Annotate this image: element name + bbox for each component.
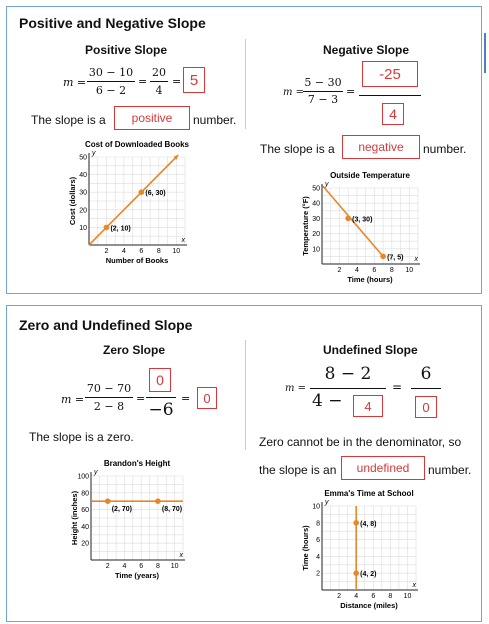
- equals-sign: =: [181, 392, 191, 405]
- slope-answer-box: 0: [197, 387, 217, 409]
- y-tick-label: 100: [77, 473, 89, 481]
- denominator-answer-box: 4: [353, 395, 383, 417]
- y-axis-label: Cost (dollars): [68, 176, 77, 226]
- fraction-numerator: 20: [152, 66, 166, 79]
- school-time-chart: [292, 486, 424, 616]
- fraction-denominator: 4 −: [312, 391, 343, 411]
- fraction-numerator: 70 − 70: [86, 382, 132, 395]
- x-tick-label: 2: [337, 267, 342, 274]
- page-edge-marker: [484, 33, 486, 73]
- y-tick-label: 20: [81, 540, 89, 548]
- y-axis-letter: y: [92, 150, 96, 157]
- x-tick-label: 10: [170, 563, 179, 570]
- fraction-numerator: 5 − 30: [304, 76, 342, 89]
- y-tick-label: 60: [81, 507, 89, 515]
- zero-undefined-panel: [6, 305, 482, 622]
- data-point-label: (7, 5): [387, 254, 404, 262]
- y-tick-label: 40: [81, 523, 89, 531]
- x-tick-label: 10: [403, 593, 412, 600]
- fraction-bar: [303, 91, 343, 92]
- fraction-bar: [146, 397, 176, 398]
- y-tick-label: 4: [316, 553, 320, 561]
- fraction-bar: [359, 95, 421, 96]
- x-tick-label: 4: [121, 248, 126, 255]
- x-tick-label: 10: [405, 267, 414, 274]
- data-point: [105, 498, 111, 504]
- y-axis-label: Temperature (°F): [301, 196, 310, 256]
- sentence-start: the slope is an: [259, 463, 337, 477]
- data-point-label: (2, 70): [111, 506, 132, 514]
- zero-sentence: The slope is a zero.: [29, 430, 134, 444]
- fraction-bar: [85, 397, 133, 398]
- y-tick-label: 30: [79, 189, 87, 197]
- positive-slope-heading: Positive Slope: [85, 43, 168, 57]
- fraction-bar: [87, 81, 135, 82]
- y-tick-label: 30: [312, 215, 320, 223]
- y-axis-letter: y: [325, 181, 329, 188]
- y-tick-label: 10: [79, 224, 87, 232]
- data-point: [155, 498, 161, 504]
- x-tick-label: 6: [372, 267, 377, 274]
- m-label: m =: [285, 383, 307, 394]
- panel-title: Positive and Negative Slope: [19, 15, 206, 31]
- y-tick-label: 40: [312, 200, 320, 208]
- y-tick-label: 20: [79, 207, 87, 215]
- fraction-denominator: 2 − 8: [93, 400, 125, 413]
- x-axis-label: Time (hours): [347, 275, 393, 284]
- chart-title: Outside Temperature: [330, 171, 410, 180]
- fraction-bar: [310, 388, 386, 389]
- positive-answer-box: positive: [114, 106, 190, 130]
- height-chart: [61, 454, 191, 588]
- y-tick-label: 10: [312, 503, 320, 511]
- x-axis-letter: x: [181, 237, 185, 244]
- x-tick-label: 2: [104, 248, 109, 255]
- negative-answer-box: negative: [342, 135, 420, 159]
- data-point: [345, 216, 351, 222]
- y-tick-label: 20: [312, 231, 320, 239]
- x-tick-label: 4: [354, 593, 359, 600]
- x-tick-label: 4: [354, 267, 359, 274]
- undefined-sentence: Zero cannot be in the denominator, so: [259, 435, 462, 449]
- x-tick-label: 8: [388, 593, 393, 600]
- denominator-answer-box: 4: [382, 103, 404, 125]
- y-tick-label: 10: [312, 246, 320, 254]
- fraction-denominator: 4: [155, 84, 163, 97]
- y-tick-label: 8: [316, 520, 320, 528]
- m-label: m =: [63, 76, 87, 89]
- x-tick-label: 8: [155, 563, 160, 570]
- data-point-label: (4, 8): [360, 520, 377, 528]
- sentence-start: The slope is a: [260, 142, 335, 156]
- x-tick-label: 8: [156, 248, 161, 255]
- chart-title: Brandon's Height: [103, 459, 171, 468]
- m-label: m =: [61, 393, 85, 406]
- y-tick-label: 2: [316, 570, 320, 578]
- column-divider: [245, 340, 246, 450]
- data-line: [89, 155, 178, 245]
- undefined-slope-heading: Undefined Slope: [323, 343, 418, 357]
- x-tick-label: 10: [172, 248, 181, 255]
- temperature-chart: [294, 164, 426, 292]
- x-tick-label: 4: [122, 563, 127, 570]
- negative-slope-heading: Negative Slope: [323, 43, 410, 57]
- sentence-start: The slope is a: [31, 113, 106, 127]
- x-tick-label: 6: [139, 248, 144, 255]
- zero-slope-heading: Zero Slope: [103, 343, 166, 357]
- numerator-answer-box: -25: [362, 61, 418, 87]
- sentence-end: number.: [428, 463, 472, 477]
- y-axis-label: Time (hours): [301, 525, 310, 571]
- positive-negative-panel: [6, 6, 482, 294]
- slope-answer-box: 5: [183, 67, 205, 93]
- y-tick-label: 50: [312, 185, 320, 193]
- data-point-label: (3, 30): [352, 216, 373, 224]
- undefined-answer-box: undefined: [341, 456, 425, 480]
- equals-sign: =: [346, 85, 356, 98]
- sentence-end: number.: [193, 113, 237, 127]
- sentence-end: number.: [423, 142, 467, 156]
- y-tick-label: 40: [79, 172, 87, 180]
- y-tick-label: 6: [316, 537, 320, 545]
- data-point: [104, 225, 110, 231]
- equals-sign: =: [172, 75, 182, 88]
- cost-books-chart: [63, 135, 195, 275]
- fraction-numerator: 8 − 2: [324, 364, 372, 384]
- numerator-answer-box: 0: [149, 368, 171, 392]
- y-axis-letter: y: [94, 469, 98, 476]
- fraction-denominator: 6 − 2: [95, 84, 127, 97]
- data-point-label: (6, 30): [145, 190, 166, 198]
- data-point: [139, 189, 145, 195]
- fraction-denominator: −6: [148, 400, 174, 420]
- x-axis-letter: x: [179, 552, 183, 559]
- equals-sign: =: [138, 75, 148, 88]
- data-point-label: (2, 10): [110, 225, 131, 233]
- y-tick-label: 50: [79, 154, 87, 162]
- x-tick-label: 2: [337, 593, 342, 600]
- x-axis-letter: x: [412, 582, 416, 589]
- y-axis-label: Height (inches): [70, 490, 79, 546]
- equals-sign: =: [392, 380, 403, 394]
- x-tick-label: 8: [389, 267, 394, 274]
- fraction-numerator: 30 − 10: [88, 66, 134, 79]
- fraction-bar: [411, 388, 441, 389]
- data-point-label: (8, 70): [161, 506, 183, 514]
- m-label: m =: [283, 87, 305, 98]
- y-axis-letter: y: [325, 499, 329, 506]
- y-tick-label: 80: [81, 490, 89, 498]
- chart-title: Emma's Time at School: [324, 489, 414, 498]
- fraction-bar: [150, 81, 168, 82]
- x-tick-label: 2: [105, 563, 110, 570]
- x-tick-label: 6: [139, 563, 144, 570]
- x-axis-label: Number of Books: [105, 256, 169, 265]
- panel-title: Zero and Undefined Slope: [19, 317, 193, 333]
- column-divider: [245, 39, 246, 129]
- denominator-answer-box: 0: [415, 396, 437, 418]
- data-point-label: (4, 2): [360, 571, 377, 579]
- x-axis-label: Time (years): [114, 571, 160, 580]
- equals-sign: =: [136, 392, 146, 405]
- x-axis-letter: x: [414, 256, 418, 263]
- fraction-numerator: 6: [420, 364, 432, 384]
- data-point: [353, 520, 359, 526]
- chart-title: Cost of Downloaded Books: [85, 140, 189, 149]
- data-point: [380, 254, 386, 260]
- data-point: [353, 570, 359, 576]
- x-axis-label: Distance (miles): [340, 601, 398, 610]
- x-tick-label: 6: [371, 593, 376, 600]
- fraction-denominator: 7 − 3: [307, 93, 339, 106]
